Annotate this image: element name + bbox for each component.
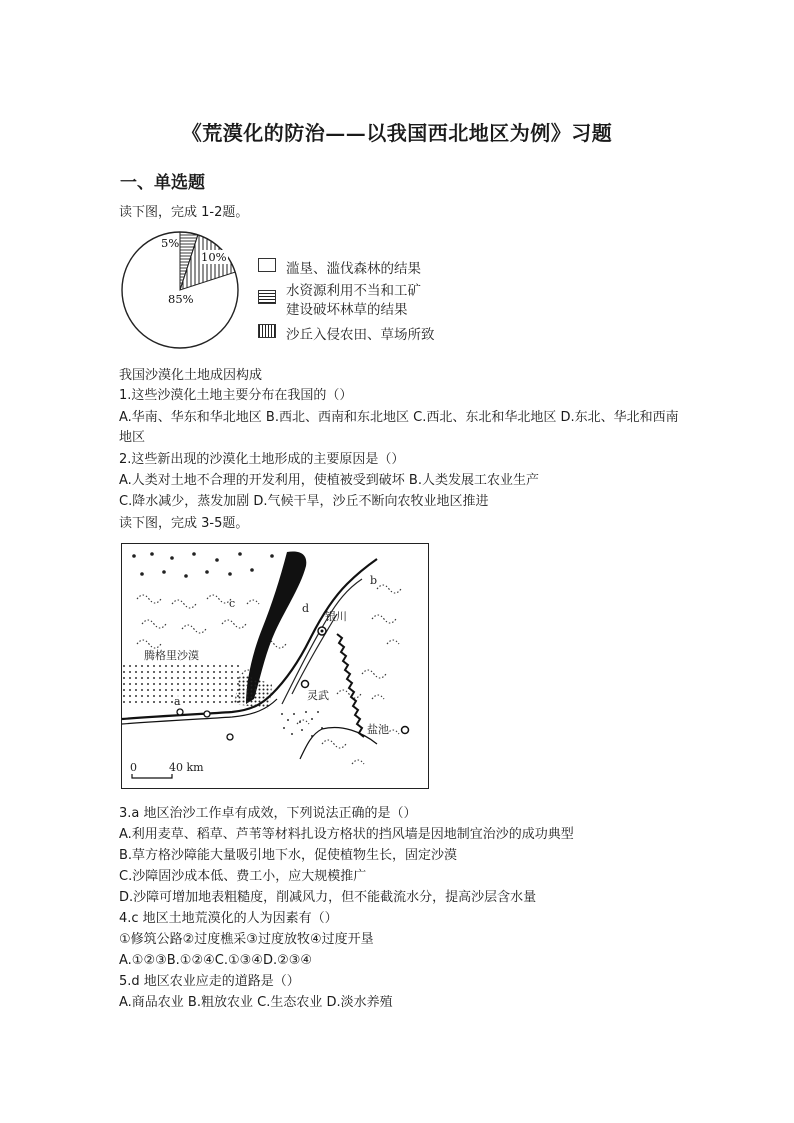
intro-text-1: 读下图，完成 1-2题。 (119, 205, 249, 220)
map-label-desert: 腾格里沙漠 (144, 649, 199, 662)
legend-swatch-blank (258, 258, 276, 272)
pie-label-10: 10% (201, 250, 227, 264)
legend-text-2b: 建设破坏林草的结果 (286, 302, 408, 318)
pie-label-5: 5% (161, 236, 180, 250)
sand-dots-nw (132, 552, 274, 578)
question-2-options-2: C.降水减少，蒸发加剧 D.气候干旱，沙丘不断向农牧业地区推进 (119, 494, 489, 509)
map-label-yanchi: 盐池 (367, 723, 389, 736)
question-5: 5.d 地区农业应走的道路是（） (119, 974, 300, 989)
legend-swatch-vertical (258, 324, 276, 338)
question-1: 1.这些沙漠化土地主要分布在我国的（） (119, 388, 353, 403)
map-label-c: c (229, 597, 236, 610)
boundary (300, 727, 377, 759)
lingwu-marker (302, 681, 309, 688)
great-wall (337, 634, 364, 737)
pie-figure (118, 228, 470, 352)
map-label-yinchuan: 银川 (325, 610, 347, 623)
question-4-items: ①修筑公路②过度樵采③过度放牧④过度开垦 (119, 932, 374, 947)
pie-caption: 我国沙漠化土地成因构成 (119, 368, 263, 383)
intro-text-2: 读下图，完成 3-5题。 (119, 516, 249, 531)
map-label-d: d (302, 602, 310, 615)
point-a-marker (177, 709, 183, 715)
legend-swatch-horizontal (258, 290, 276, 304)
question-3: 3.a 地区治沙工作卓有成效，下列说法正确的是（） (119, 806, 417, 821)
question-4-options: A.①②③B.①②④C.①③④D.②③④ (119, 953, 313, 968)
scale-km: 40 km (169, 761, 204, 774)
dense-sand (234, 674, 272, 709)
map-label-b: b (370, 574, 378, 587)
scale-zero: 0 (130, 761, 137, 774)
yanchi-marker (402, 727, 409, 734)
scale-bar (132, 774, 172, 778)
question-5-options: A.商品农业 B.粗放农业 C.生态农业 D.淡水养殖 (119, 995, 393, 1010)
legend-text-3: 沙丘入侵农田、草场所致 (286, 327, 435, 343)
map-label-a: a (174, 695, 181, 708)
question-2-options-1: A.人类对土地不合理的开发利用，使植被受到破坏 B.人类发展工农业生产 (119, 473, 539, 488)
question-3-option-c: C.沙障固沙成本低、费工小，应大规模推广 (119, 869, 367, 884)
question-3-option-b: B.草方格沙障能大量吸引地下水，促使植物生长，固定沙漠 (119, 848, 458, 863)
question-4: 4.c 地区土地荒漠化的人为因素有（） (119, 911, 338, 926)
question-3-option-a: A.利用麦草、稻草、芦苇等材料扎设方格状的挡风墙是因地制宜治沙的成功典型 (119, 827, 574, 842)
question-2: 2.这些新出现的沙漠化土地形成的主要原因是（） (119, 452, 405, 467)
question-1-options: A.华南、华东和华北地区 B.西北、西南和东北地区 C.西北、东北和华北地区 D.东北、华北和西南地区 (119, 410, 679, 445)
map-figure (121, 543, 429, 789)
canal-2 (292, 614, 337, 694)
legend-text-1: 滥垦、滥伐森林的结果 (286, 261, 421, 277)
desert-band (122, 662, 240, 704)
pie-chart (118, 228, 248, 352)
page-title: 《荒漠化的防治——以我国西北地区为例》习题 (181, 121, 613, 145)
pie-label-85: 85% (168, 292, 194, 306)
map-drawing (122, 544, 427, 787)
map-label-lingwu: 灵武 (307, 689, 329, 702)
question-3-option-d: D.沙障可增加地表粗糙度，削减风力，但不能截流水分，提高沙层含水量 (119, 890, 537, 905)
legend-text-2a: 水资源利用不当和工矿 (286, 283, 421, 299)
section-heading: 一、单选题 (120, 173, 205, 193)
